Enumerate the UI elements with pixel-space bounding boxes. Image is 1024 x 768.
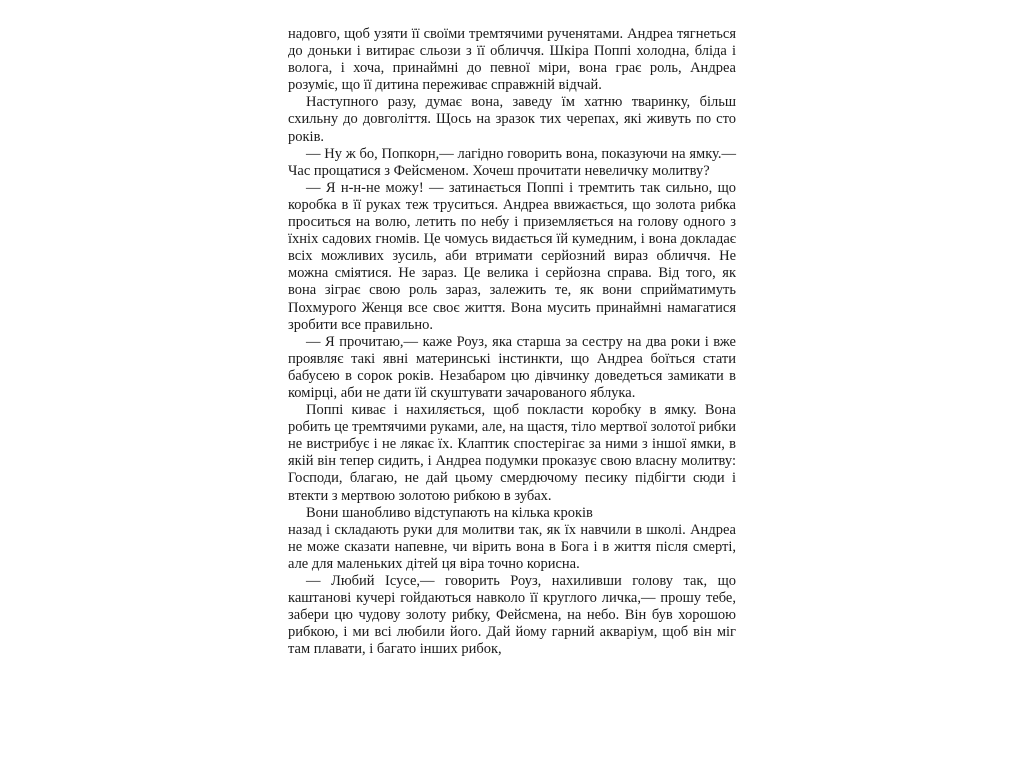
paragraph-9: — Любий Ісусе,— говорить Роуз, нахиливши голову так, що каштанові кучері гойдаються навколо її круглого личка,— прошу тебе, забери цю чудову золоту рибку, Фейсмена, на небо. Він був хорошою рибкою, і ми всі любили його. Дай йому гарний акваріум, щоб він міг там плавати, і багато інших рибок, (288, 573, 736, 658)
paragraph-5: — Я прочитаю,— каже Роуз, яка старша за сестру на два роки і вже проявляє такі явні материнські інстинкти, що Андреа боїться стати бабусею в сорок років. Незабаром цю дівчинку доведеться замикати в комірці, аби не дати їй скуштувати зачарованого яблука. (288, 333, 736, 401)
paragraph-4: — Я н-н-не можу! — затинається Поппі і тремтить так сильно, що коробка в її руках теж труситься. Андреа ввижається, що золота рибка проситься на волю, летить по небу і приземляється на голову одного з їхніх садових гномів. Це чомусь видається їй кумедним, і вона докладає всіх можливих зусиль, аби втримати серйозний вираз обличчя. Не можна сміятися. Не зараз. Це велика і серйозна справа. Від того, як вона зіграє свою роль зараз, залежить те, як вони сприйматимуть Похмурого Женця все своє життя. Вона мусить принаймні намагатися зробити все правильно. (288, 179, 736, 333)
paragraph-2: Наступного разу, думає вона, заведу їм хатню тваринку, більш схильну до довголіття. Щось на зразок тих черепах, які живуть по сто років. (288, 94, 736, 145)
paragraph-8: назад і складають руки для молитви так, як їх навчили в школі. Андреа не може сказати напевне, чи вірить вона в Бога і в життя після смерті, але для маленьких дітей ця віра точно корисна. (288, 521, 736, 572)
paragraph-1: надовго, щоб узяти її своїми тремтячими рученятами. Андреа тягнеться до доньки і витирає сльози з її обличчя. Шкіра Поппі холодна, бліда і волога, і хоча, принаймні до певної міри, вона грає роль, Андреа розуміє, що її дитина переживає справжній відчай. (288, 26, 736, 94)
paragraph-6: Поппі киває і нахиляється, щоб покласти коробку в ямку. Вона робить це тремтячими руками, але, на щастя, тіло мертвої золотої рибки не вистрибує і не лякає їх. Клаптик спостерігає за ними з іншої ямки, в якій він тепер сидить, і Андреа подумки проказує свою власну молитву: Господи, благаю, не дай цьому смердючому песику підбігти сюди і втекти з мертвою золотою рибкою в зубах. (288, 402, 736, 504)
paragraph-7: Вони шанобливо відступають на кілька кроків (306, 504, 593, 521)
book-page-text (288, 26, 736, 658)
paragraph-3: — Ну ж бо, Попкорн,— лагідно говорить вона, показуючи на ямку.— Час прощатися з Фейсменом. Хочеш прочитати невеличку молитву? (288, 145, 736, 179)
